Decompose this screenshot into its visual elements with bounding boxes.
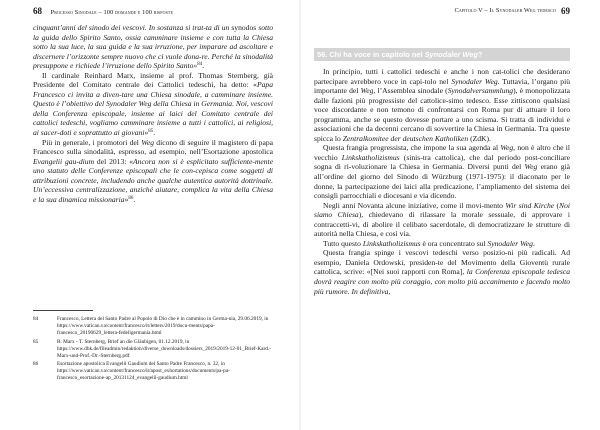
left-running-title: Processo Sinodale – 100 domande e 100 risposte: [50, 9, 173, 16]
text-span: (ZdK).: [468, 133, 491, 143]
text-span: synodos: [231, 23, 257, 32]
section-heading-prefix: 56. Chi ha voce in capitolo nel: [317, 50, 425, 59]
italic-text: Evangelii gau-dium: [33, 156, 95, 166]
footnote-reference: 85: [148, 129, 154, 135]
section-heading-italic: Synodaler Weg: [424, 50, 478, 59]
text-span: In principio, tutti i cattolici tedeschi e anche i non cat-tolici che desiderano partecipare avrebbero voce in capi-tolo nel: [314, 67, 570, 86]
italic-text: Linkskatholizismus: [362, 238, 421, 248]
body-paragraph: [314, 67, 570, 143]
text-span: .: [153, 128, 156, 138]
right-running-title: Capitolo V – Il Synodaler Weg tedesco: [454, 7, 556, 14]
text-span: , non è altro che il vecchio: [314, 143, 571, 162]
text-span: è ora concentrato sul: [420, 238, 488, 248]
footnote-separator: [33, 310, 93, 311]
left-running-header: [33, 6, 273, 16]
footnote: [33, 361, 273, 382]
left-body-text: [33, 23, 273, 204]
body-paragraph: [314, 248, 570, 296]
italic-text: Ancora non si è esplicitato sufficiente-mente uno statuto delle Conferenze episcopali che le con-cepisca come soggetti di attribuzioni concrete, includendo anche qualche autentica autorità dottrinale. Un’eccessiva centralizzazione, anziché aiutare, complica la vita della Chiesa e la sua dinamica missionaria: [33, 156, 274, 204]
body-paragraph: [314, 201, 570, 239]
footnote: [33, 316, 273, 337]
text-span: Questa frangia progressista, che impone la sua agenda al: [323, 143, 501, 153]
text-span: (: [554, 200, 560, 210]
body-paragraph: [33, 71, 273, 138]
italic-text: Synodaler Weg: [487, 238, 533, 248]
text-span: .: [202, 61, 205, 71]
text-span: Il cardinale Reinhard Marx, insieme al prof. Thomas Sternberg, già Presidente del Comitato centrale dei Cattolici tedeschi, ha detto: «: [33, 70, 273, 90]
italic-text: Weg: [141, 137, 154, 147]
text-span: »: [124, 194, 129, 204]
text-span: »: [144, 128, 149, 138]
footnote-text: R. Marx - T. Sternberg, Brief an die Gläubigen, 01.12.2019, in https://www.dbk.de/fileadmin/redaktion/diverse_downloads/dossiers_2019/2019-12-01_Brief-Kard.-Marx-und-Prof.-Dr.-Sternberg.pdf: [57, 338, 271, 359]
italic-text: la Conferenza episcopale tedesca dovrà reagire con molto più coraggio, con molto più accanimento e facendo molto più rumore. In definitiva,: [314, 267, 571, 296]
italic-text: Noi siamo Chiesa: [314, 200, 570, 220]
text-span: . Tuttavia, l’organo più importante del: [314, 76, 571, 96]
right-page-number: 69: [561, 6, 570, 16]
footnotes: [33, 316, 273, 384]
text-span: Questa frangia spinge i vescovi tedeschi verso posizio-ni più radicali. Ad esempio, Daniela Ordowski, presiden-te del Movimento della Gioventù rurale cattolica, scrive: «[Nei suoi rapporti con Roma],: [314, 248, 570, 277]
section-heading-suffix: ?: [477, 50, 483, 59]
italic-text: Weg: [524, 162, 538, 172]
text-span: ), è monopolizzata dalle fazioni più progressiste del cattolice-simo tedesco. Esse zittiscono qualsiasi voce discordante e non temono di confrontarsi con Roma pur di attuare il loro programma, anche se questo dovesse portare a uno scisma. Si tratta di individui e associazioni che da decenni cercano di sovvertire la Chiesa in Germania. Tra queste spicca lo: [314, 86, 571, 143]
right-running-header: [314, 6, 570, 16]
text-span: .: [532, 238, 535, 248]
footnote-number: 84: [33, 316, 39, 322]
text-span: (sinis-tra cattolica), che dal periodo post-conciliare sogna di ri-voluzionare la Chiesa in Germania. Diversi punti del: [314, 152, 570, 172]
text-span: erano già all’ordine del giorno del Sinodo di Würzburg (1971-1975): il diaconato per le donne, la partecipazione dei laici alla predicazione, l’ampliamento del sistema dei consigli parrocchiali e diocesani e via dicendo.: [314, 162, 570, 201]
footnote-reference: 86: [128, 195, 134, 201]
right-body-text: [314, 67, 570, 296]
body-paragraph: [33, 23, 273, 71]
italic-text: Synodaler Weg: [451, 76, 498, 86]
text-span: Tutto questo: [323, 238, 363, 248]
body-paragraph: [314, 143, 570, 200]
italic-text: cinquant’anni del sinodo dei vescovi. In sostanza si trat-ta di un: [33, 23, 232, 32]
italic-text: sotto la guida dello Spirito Santo, ossia camminare insieme e con tutta la Chiesa sotto la sua luce, la sua guida e la sua irruzione, per imparare ad ascoltare e discernere l’orizzonte sempre nuovo che ci vuole dona-re. Perché la sinodalità presuppone e richiede l’irruzione dello Spirito Santo»: [33, 23, 274, 71]
text-span: dicono di seguire il magistero di papa Francesco sulla sinodalità, espresso, ad esempio, nell’Esortazione apostolica: [33, 137, 273, 157]
body-paragraph: [33, 138, 273, 205]
left-page-number: 68: [33, 6, 42, 16]
footnote: [33, 339, 273, 360]
footnote-reference: 84: [197, 62, 203, 68]
text-span: del 2013: «: [94, 156, 134, 166]
text-span: .: [133, 194, 136, 204]
italic-text: Weg: [500, 143, 514, 153]
body-paragraph: [314, 239, 570, 249]
italic-text: Linkskatholizismus: [341, 152, 400, 162]
italic-text: Wir sind Kirche: [505, 200, 555, 210]
section-heading: [314, 48, 570, 61]
right-page: [300, 0, 600, 430]
footnote-number: 85: [33, 338, 39, 345]
text-span: , l’Assemblea sinodale (: [373, 86, 448, 96]
italic-text: Synodalversammlung: [447, 86, 514, 96]
footnote-number: 86: [33, 361, 39, 368]
text-span: Negli anni Novanta alcune iniziative, come il movi-mento: [323, 200, 506, 210]
footnote-text: Esortazione apostolica Evangelii Gaudium del Santo Padre Francesco, n. 32, in https://www.vatican.va/content/francesco/it/apost_exhortations/documents/pa-pa-francesco_esortazione-ap_20131124_evangelii-gaudium.html: [57, 361, 230, 382]
italic-text: Zentralkomitee der deutschen Katholiken: [342, 133, 469, 143]
footnote-text: Francesco, Lettera del Santo Padre al Popolo di Dio che è in cammino in Germa-nia, 29.06.2019, in https://www.vatican.va/content/francesco/it/letters/2019/docu-ments/papa-francesco_20190629_lettera-fedeligermania.html: [57, 316, 269, 336]
italic-text: Weg: [360, 86, 374, 96]
text-span: Più in generale, i promotori del: [42, 137, 142, 147]
text-span: ), chiedevano di rilassare la morale sessuale, di approvare i contraccetti-vi, di abolire il celibato sacerdotale, di democratizzare le strutture di autorità nella Chiesa, e così via.: [314, 210, 571, 239]
italic-text: Papa Francesco ci invita a diven-tare una Chiesa sinodale, a camminare insieme. Questo è l’obiettivo del Synodaler Weg della Chiesa in Germania. Noi, vescovi della Conferenza episcopale, insieme ai laici del Comitato centrale dei cattolici tedeschi, vogliamo camminare insieme a tutti i cattolici, ai religiosi, ai sacer-doti e soprattutto ai giovani: [33, 80, 273, 138]
